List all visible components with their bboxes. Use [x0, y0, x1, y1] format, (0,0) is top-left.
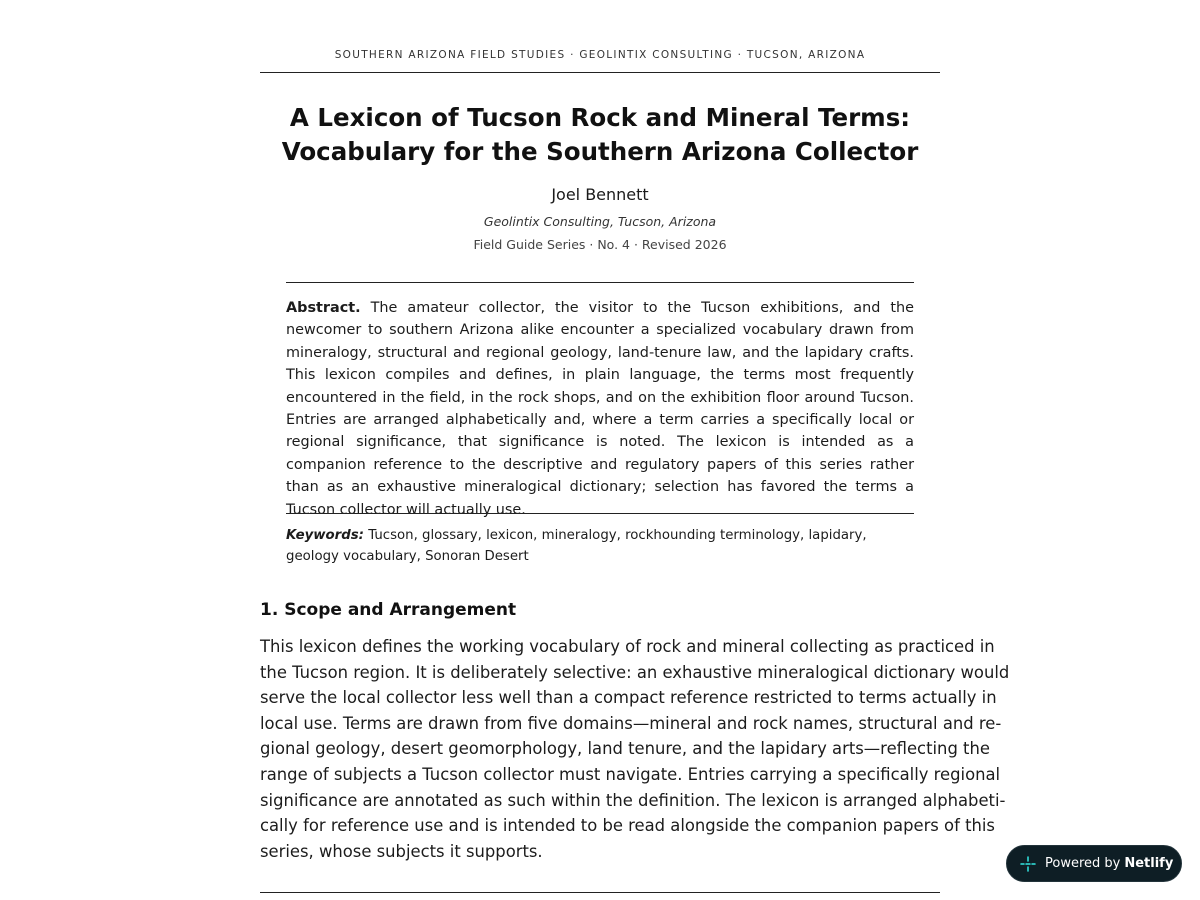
title-line-1: A Lexicon of Tucson Rock and Mineral Terms: — [289, 103, 911, 132]
section-line: local use. Terms are drawn from five domains—mineral and rock names, structural and re- — [260, 713, 1002, 733]
abstract-top-rule — [286, 282, 914, 283]
author-name: Joel Bennett — [551, 185, 649, 204]
abstract-text: The amateur collector, the visitor to the Tucson exhibitions, and the newcomer to southern Arizona alike encounter a specialized vocabulary drawn from mineralogy, structural and regional geology, land-tenure law, and the lapidary crafts. This lexicon compiles and defines, in plain language, the terms most frequently encountered in the field, in the rock shops, and on the exhibition floor around Tucson. Entries are arranged alphabetically and, where a term carries a specifically local or regional significance, that significance is noted. The lexicon is intended as a companion reference to the descriptive and regulatory papers of this series rather than as an exhaustive mineralogical dictionary; selection has favored the terms a Tucson collector will actually use. — [286, 300, 915, 518]
running-head: SOUTHERN ARIZONA FIELD STUDIES · GEOLINTIX CONSULTING · TUCSON, ARIZONA — [334, 49, 866, 61]
abstract-label: Abstract. — [286, 300, 361, 316]
section-heading: 1. Scope and Arrangement — [260, 600, 517, 620]
abstract — [286, 297, 914, 521]
keywords-label: Keywords: — [286, 528, 364, 543]
keywords-text: Tucson, glossary, lexicon, mineralogy, rockhounding terminology, lapidary, geology vocabulary, Sonoran Desert — [286, 528, 867, 564]
header-rule — [260, 72, 940, 73]
abstract-bottom-rule — [286, 513, 914, 514]
section-body — [260, 634, 1010, 864]
netlify-badge-link[interactable] — [1006, 845, 1182, 882]
badge-brand: Netlify — [1124, 856, 1174, 871]
section-line: range of subjects a Tucson collector must navigate. Entries carrying a specifically regional — [260, 764, 1001, 784]
badge-prefix: Powered by — [1045, 856, 1121, 871]
paper-title — [260, 101, 940, 168]
section-line: serve the local collector less well than a compact reference restricted to terms actually in — [260, 688, 997, 708]
netlify-icon — [1020, 856, 1036, 872]
keywords — [286, 525, 914, 567]
title-line-2: Vocabulary for the Southern Arizona Collector — [281, 136, 919, 166]
section-line: cally for reference use and is intended to be read alongside the companion papers of this — [260, 816, 995, 836]
section-line: This lexicon defines the working vocabulary of rock and mineral collecting as practiced in — [260, 637, 995, 656]
series-info: Field Guide Series · No. 4 · Revised 2026 — [473, 237, 727, 252]
section-divider — [260, 892, 940, 893]
section-line: the Tucson region. It is deliberately selective: an exhaustive mineralogical dictionary would — [260, 662, 1010, 682]
section-line: series, whose subjects it supports. — [260, 841, 543, 861]
section-line: significance are annotated as such within the definition. The lexicon is arranged alphabeti- — [260, 790, 1006, 810]
section-line: gional geology, desert geomorphology, land tenure, and the lapidary arts—reflecting the — [260, 739, 990, 759]
author-affiliation: Geolintix Consulting, Tucson, Arizona — [483, 214, 717, 229]
